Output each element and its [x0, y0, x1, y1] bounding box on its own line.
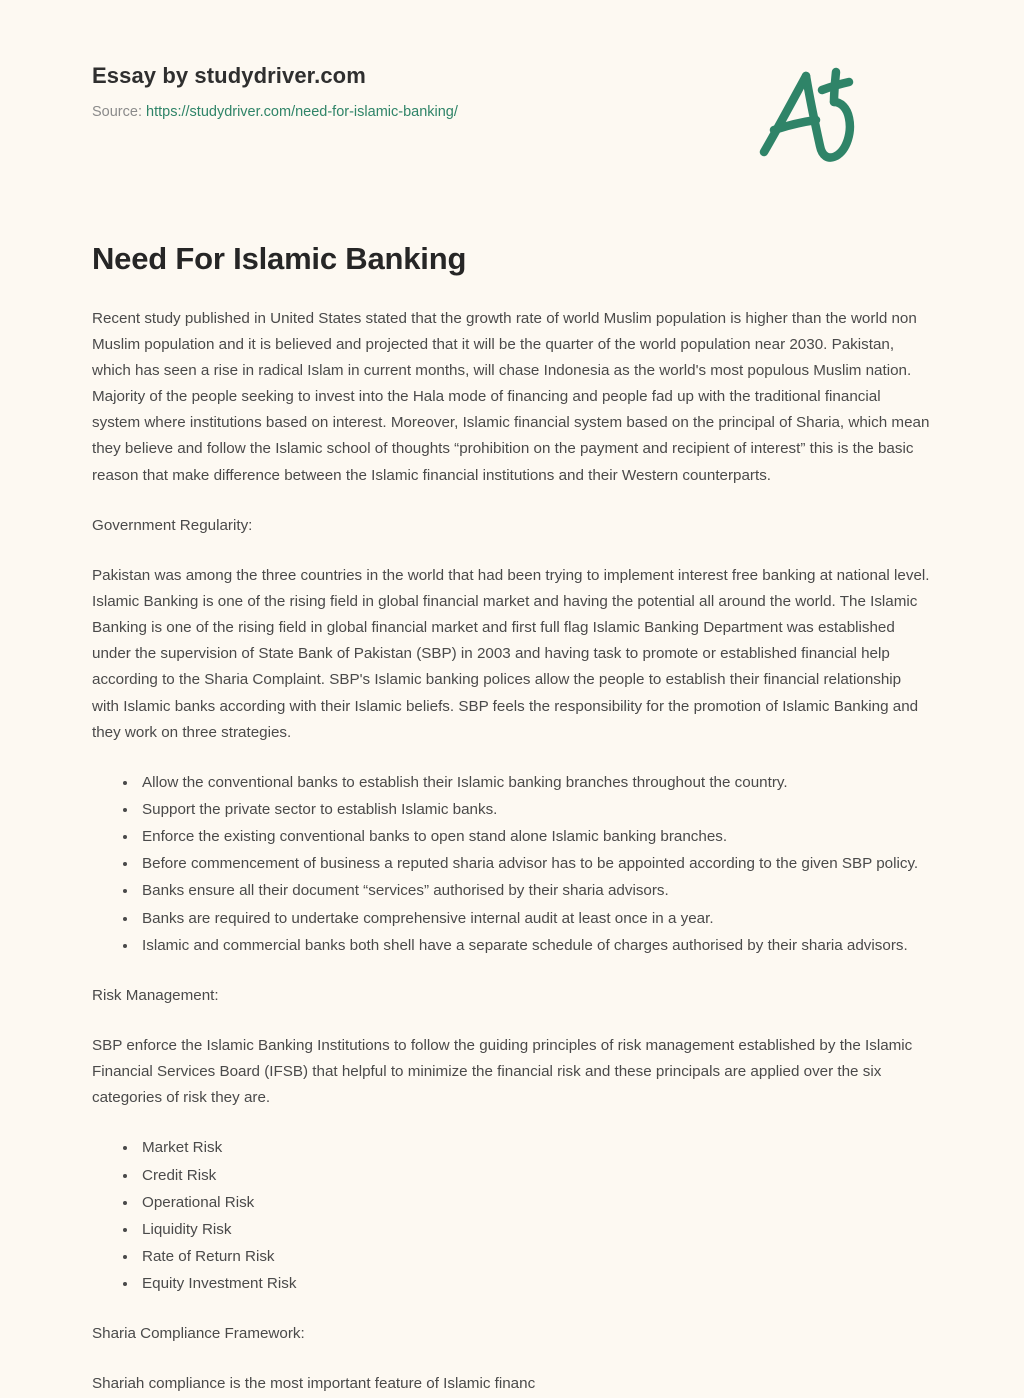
list-item: • Operational Risk — [138, 1190, 932, 1216]
list-item: • Islamic and commercial banks both shell have a separate schedule of charges authorised by their sharia advisors. — [138, 933, 932, 959]
list-item: • Banks ensure all their document “services” authorised by their sharia advisors. — [138, 878, 932, 904]
intro-paragraph: Recent study published in United States stated that the growth rate of world Muslim population is higher than the world non Muslim population and it is believed and projected that it will be the quarter of the world population near 2030. Pakistan, which has seen a rise in radical Islam in current months, will chase Indonesia as the world's most populous Muslim nation. Majority of the people seeking to invest into the Hala mode of financing and people fad up with the traditional financial system where institutions based on interest. Moreover, Islamic financial system based on the principal of Sharia, which mean they believe and follow the Islamic school of thoughts “prohibition on the payment and recipient of interest” this is the basic reason that make difference between the Islamic financial institutions and their Western counterparts. — [92, 309, 930, 484]
list-item: • Before commencement of business a reputed sharia advisor has to be appointed according to the given SBP policy. — [138, 851, 932, 877]
document-body — [92, 279, 932, 1398]
list-item: • Market Risk — [138, 1135, 932, 1161]
a-plus-icon — [748, 56, 868, 176]
brand-title: Essay by studydriver.com — [92, 63, 366, 88]
studydriver-logo — [748, 56, 868, 176]
list-item: • Liquidity Risk — [138, 1217, 932, 1243]
list-item: • Rate of Return Risk — [138, 1244, 932, 1270]
section-heading-government-regularity: Government Regularity: — [92, 516, 253, 534]
list-item: • Enforce the existing conventional banks to open stand alone Islamic banking branches. — [138, 824, 932, 850]
section-paragraph-government-regularity: Pakistan was among the three countries in the world that had been trying to implement interest free banking at national level. Islamic Banking is one of the rising field in global financial market and having the potential all around the world. The Islamic Banking is one of the rising field in global financial market and first full flag Islamic Banking Department was established under the supervision of State Bank of Pakistan (SBP) in 2003 and having task to promote or established financial help according to the Sharia Complaint. SBP's Islamic banking polices allow the people to establish their financial relationship with Islamic banks according with their Islamic beliefs. SBP feels the responsibility for the promotion of Islamic Banking and they work on three strategies. — [92, 566, 930, 741]
bullet-list-risk-categories — [92, 1135, 932, 1297]
section-paragraph-risk-management: SBP enforce the Islamic Banking Institutions to follow the guiding principles of risk management established by the Islamic Financial Services Board (IFSB) that helpful to minimize the financial risk and these principals are applied over the six categories of risk they are. — [92, 1036, 913, 1107]
list-item: • Banks are required to undertake comprehensive internal audit at least once in a year. — [138, 906, 932, 932]
list-item: • Support the private sector to establish Islamic banks. — [138, 797, 932, 823]
page-title: Need For Islamic Banking — [92, 241, 467, 276]
bullet-list-strategies — [92, 770, 932, 959]
list-item: • Credit Risk — [138, 1163, 932, 1189]
list-item: • Equity Investment Risk — [138, 1271, 932, 1297]
source-url-link[interactable]: https://studydriver.com/need-for-islamic-banking/ — [146, 104, 458, 121]
section-heading-sharia-compliance-framework: Sharia Compliance Framework: — [92, 1325, 305, 1343]
section-paragraph-sharia-compliance-framework: Shariah compliance is the most important feature of Islamic financ — [92, 1375, 536, 1393]
document-header — [92, 0, 932, 130]
section-heading-risk-management: Risk Management: — [92, 986, 219, 1004]
source-label: Source: — [92, 104, 142, 121]
list-item: • Allow the conventional banks to establish their Islamic banking branches throughout the country. — [138, 770, 932, 796]
